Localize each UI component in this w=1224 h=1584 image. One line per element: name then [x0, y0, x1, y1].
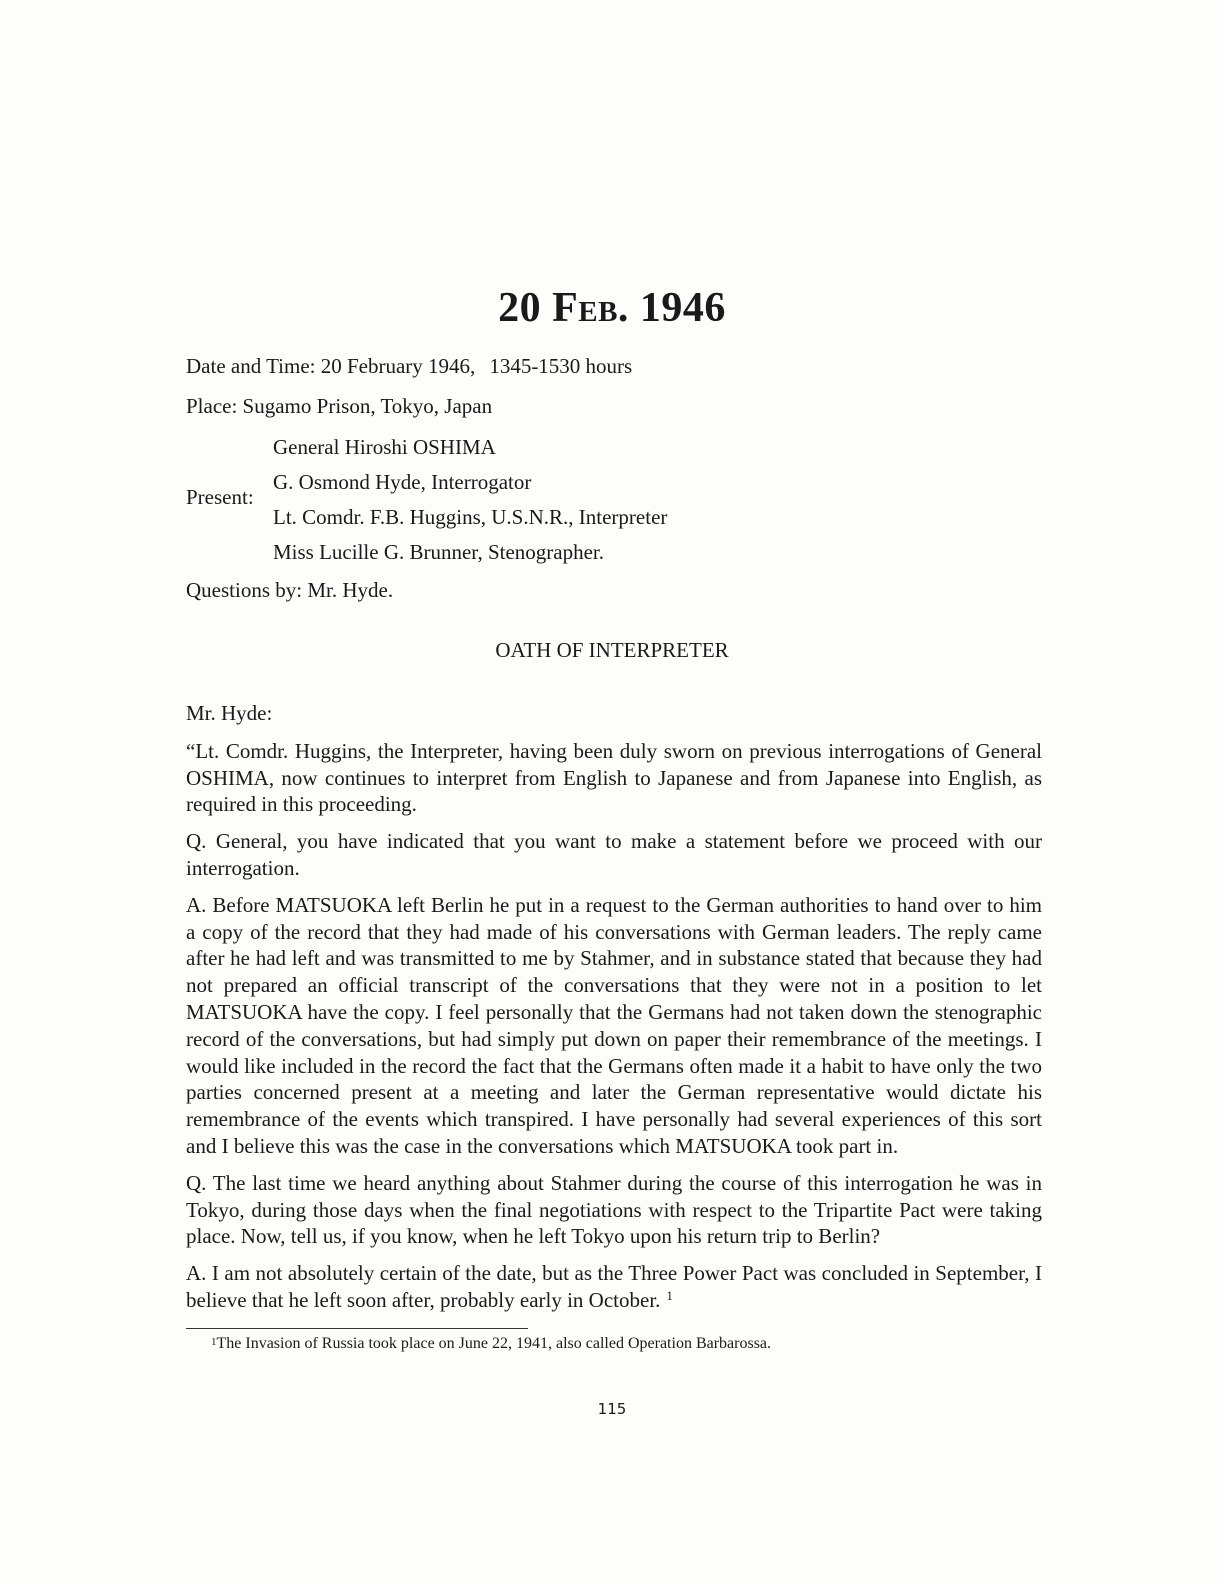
- transcript-paragraph: “Lt. Comdr. Huggins, the Interpreter, having been duly sworn on previous interrogations of General OSHIMA, now continues to interpret from English to Japanese and from Japanese into English, as required in this proceeding.: [186, 738, 1042, 817]
- page-number: 115: [597, 1400, 627, 1418]
- footnote-reference[interactable]: 1: [666, 1287, 673, 1303]
- transcript-paragraph: A. Before MATSUOKA left Berlin he put in a request to the German authorities to hand over to him a copy of the record that they had made of his conversations with German leaders. The reply came after he had left and was transmitted to me by Stahmer, and in substance stated that because they had not prepared an official transcript of the conversations that they were not in a position to let MATSUOKA have the copy. I feel personally that the Germans had not taken down the stenographic record of the conversations, but had simply put down on paper their remembrance of the meetings. I would like included in the record the fact that the Germans often made it a habit to have only the two parties concerned present at a meeting and later the German representative would dictate his remembrance of the events which transpired. I have personally had several experiences of this sort and I believe this was the case in the conversations which MATSUOKA took part in.: [186, 892, 1042, 1158]
- transcript-paragraph-text: A. I am not absolutely certain of the date, but as the Three Power Pact was concluded in September, I believe that he left soon after, probably early in October.: [186, 1261, 1042, 1312]
- page-title: [0, 284, 1224, 332]
- footnote-text: The Invasion of Russia took place on June 22, 1941, also called Operation Barbarossa.: [216, 1335, 772, 1352]
- date-time: Date and Time: 20 February 1946,: [186, 354, 476, 378]
- transcript-body: [186, 700, 1042, 1324]
- present-person: Miss Lucille G. Brunner, Stenographer.: [273, 540, 605, 564]
- footnote-marker: 1: [211, 1336, 217, 1348]
- present-label: Present:: [186, 485, 254, 509]
- transcript-paragraph: [186, 1260, 1042, 1314]
- title-day: 20: [498, 285, 542, 331]
- present-person: Lt. Comdr. F.B. Huggins, U.S.N.R., Interpreter: [273, 505, 668, 529]
- footnote-divider: [186, 1328, 528, 1329]
- date-time-line: [186, 353, 632, 379]
- section-heading: OATH OF INTERPRETER: [495, 638, 729, 662]
- speaker-label: Mr. Hyde:: [186, 701, 273, 725]
- place-line: Place: Sugamo Prison, Tokyo, Japan: [186, 394, 493, 418]
- hours: 1345-1530 hours: [489, 354, 633, 378]
- title-year: 1946: [639, 285, 726, 331]
- present-list: [273, 434, 667, 574]
- title-month: Feb.: [552, 285, 629, 331]
- transcript-paragraph: Q. The last time we heard anything about Stahmer during the course of this interrogation he was in Tokyo, during those days when the final negotiations with respect to the Tripartite Pact were taking place. Now, tell us, if you know, when he left Tokyo upon his return trip to Berlin?: [186, 1170, 1042, 1249]
- present-person: G. Osmond Hyde, Interrogator: [273, 470, 532, 494]
- transcript-paragraph: Q. General, you have indicated that you want to make a statement before we proceed with our interrogation.: [186, 829, 1042, 880]
- footnote: [211, 1334, 771, 1354]
- present-person: General Hiroshi OSHIMA: [273, 435, 496, 459]
- questions-by-line: Questions by: Mr. Hyde.: [186, 578, 394, 602]
